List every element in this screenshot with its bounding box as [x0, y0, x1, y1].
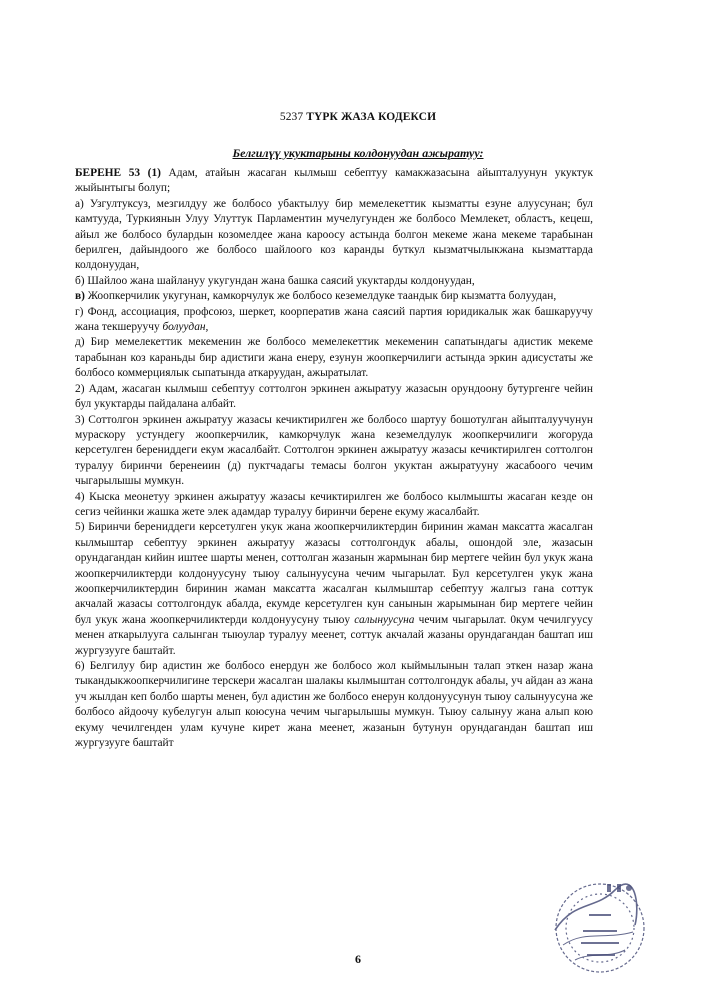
clause-v	[75, 289, 593, 304]
paragraph-2: 2) Адам, жасаган кылмыш себептуу соттолгон эркинен ажыратуу жазасын орундоону бутургенге чейин бул укуктарды пайдалана албайт.	[75, 382, 593, 411]
law-name: ТҮРК ЖАЗА КОДЕКСИ	[306, 111, 437, 123]
clause-g-text: г) Фонд, ассоциация, профсоюз, шеркет, коорператив жана саясий партия юридикалык жак башкаруучу жана текшеруучу	[75, 305, 593, 334]
clause-g-tail: болуудан,	[162, 321, 209, 334]
document-title	[0, 111, 716, 123]
clause-g	[75, 305, 593, 336]
law-number: 5237	[279, 111, 304, 123]
clause-v-text: Жоопкерчилик укугунан, камкорчулук же болбосо кеземелдуке таандык бир кызматта болуудан,	[84, 290, 557, 303]
notary-stamp-icon	[545, 870, 645, 980]
paragraph-6: 6) Белгилуу бир адистин же болбосо енердун же болбосо жол кыймылынын талап эткен назар жана тыкандыкжоопкерчилигине терскери жасалган шалакы кылмыштан соттолгондук абалы, уч айдан аз жана уч жылдан кеп болбо шарты менен, бул адистин же болбосо енерун колдонуусунун тыюу салынуусуна же болбосо айдоочу кубелугун алып коюсуна чечим чыгарылышы мумкун. Тыюу салынуу жана алып кою екуму чечилгенден улам кучуне кирет жана меенет, жазанын бутунун орундагандан баштап иш жургузууге баштайт	[75, 660, 593, 750]
paragraph-3: 3) Соттолгон эркинен ажыратуу жазасы кечиктирилген же болбосо шартуу бошотулган айыпталуучунун мураскору устундегу жоопкерчилик, камкорчулук жана кеземелдулук жоопкерчилиги жогоруда керсетулген берениддеги екум жасалбайт. Соттолгон эркинен ажыратуу жазасы кечиктирилген соттолгон туралуу биринчи беренеиин (д) пуктчадагы темасы болгон укуктан ажыратууну жасабоого чечим чыгарылышы мумкун.	[75, 413, 593, 488]
clause-b: б) Шайлоо жана шайлануу укугундан жана башка саясий укуктарды колдонуудан,	[75, 274, 475, 287]
clause-d: д) Бир мемелекеттик мекеменин же болбосо мемелекеттик мекеменин сапатындагы адистик мекеме тарабынан коз караньды бир адистиги жана енеру, езунун жоопкерчилиги астында эркин адисустаты же болбосо коммерциялык сыпатында аткаруудан, ажыратылат.	[75, 336, 593, 380]
article-body	[75, 166, 593, 751]
article-intro-text: Адам, атайын жасаган кылмыш себептуу камакжазасына айыпталуунун укуктук жыйынтыгы болуп;	[75, 167, 593, 195]
clause-v-label: в)	[75, 290, 85, 303]
page-number: 6	[355, 952, 361, 966]
article-label: БЕРЕНЕ 53 (1)	[75, 167, 161, 179]
clause-a: а) Узгултуксуз, мезгилдуу же болбосо убактылуу бир мемелекеттик кызматты езуне алуусунан; бул камтууда, Туркиянын Улуу Улуттук Парламентин мучелугунден же болбосо Мемлекет, областъ, кецеш, айыл же болбосо булардын козомелдее жана кароосу астында болгон мекеме жана мекеме тарабынан берилген, дайындоого же болбосо шайлоого коз каранды буткул кызматчылыкжана кызматтарда колдонуудан,	[75, 197, 593, 272]
section-title: Белгилүү укуктарыны колдонуудан ажыратуу:	[232, 146, 484, 160]
paragraph-4: 4) Кыска меонетуу эркинен ажыратуу жазасы кечиктирилген же болбосо кылмышты жасаган кезде он сегиз чейинки жашка жете элек адамдар туралуу биринчи берене екуму жасалбайт.	[75, 490, 593, 518]
paragraph-5	[75, 520, 593, 659]
paragraph-5-italic: салынуусуна	[354, 613, 415, 626]
article-intro	[75, 166, 593, 197]
paragraph-5-text: 5) Биринчи берениддеги керсетулген укук жана жоопкерчиликтердин биринин жаман максатта жасалган кылмыштар себептуу эркинен ажыратуу жазасы соттолгондук абалы, ошондой эле, жазасын орундагандан кийин иштее шарты менен, соттолган жазанын жармынан бир мертеге чейин бул укук жана жоопкерчиликтерди колдонуусуну тыюу салынуусуна чечим чыгарылат. Бул керсетулген укук жана жоопкерчиликтердин биринин жаман максатта жасалган кылмыштар себептуу жалгыз гана соттук акчалай жазасы соттолгондук абалда, екумде керсетулген кун санынын жарымынан бир мертеге чейин бул укук жана жоопкерчиликтерди колдонуусуну тыюу	[75, 521, 593, 626]
paragraph-5-tail: чечим чыгарылат. 0кум чечилгуусу менен аткарылууга салынган тыюулар туралуу меенет, соттук акчалай жазаны орундагандан баштап иш жургузууге баштайт.	[75, 613, 593, 657]
